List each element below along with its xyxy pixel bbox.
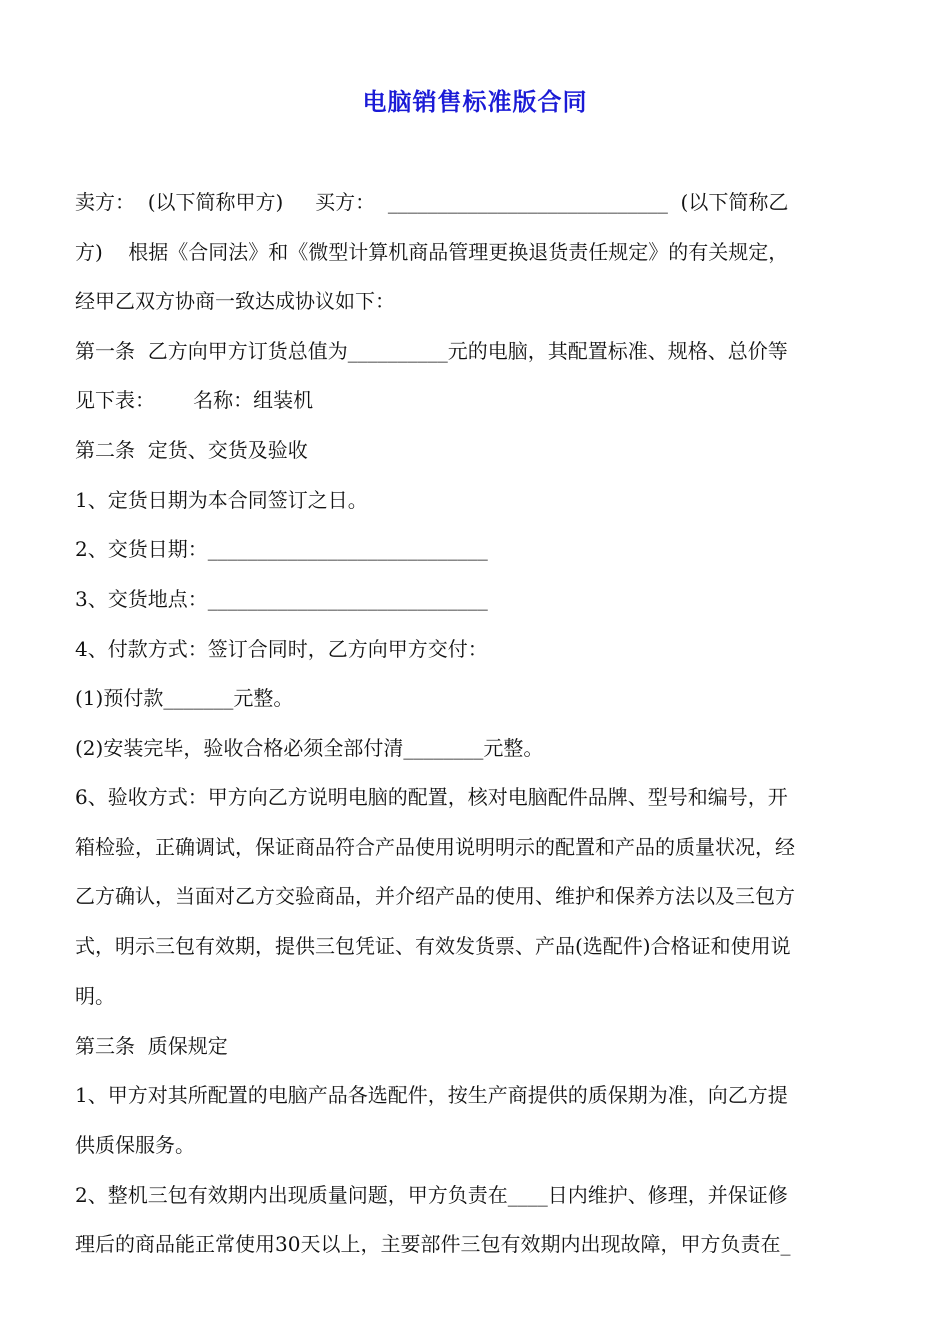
text-line: 经甲乙双方协商一致达成协议如下： [75, 289, 395, 313]
text-line: 2、交货日期：____________________________ [75, 537, 488, 561]
text-line: 方) 根据《合同法》和《微型计算机商品管理更换退货责任规定》的有关规定， [75, 240, 789, 264]
text-line: 3、交货地点：____________________________ [75, 587, 488, 611]
text-line: 理后的商品能正常使用30天以上，主要部件三包有效期内出现故障，甲方负责在_ [75, 1232, 791, 1256]
text-line: 明。 [75, 984, 115, 1008]
document-title: 电脑销售标准版合同 [362, 88, 588, 116]
text-line: 1、定货日期为本合同签订之日。 [75, 488, 368, 512]
text-line: 见下表： 名称：组装机 [75, 388, 314, 412]
text-line: 式，明示三包有效期，提供三包凭证、有效发货票、产品(选配件)合格证和使用说 [75, 934, 791, 958]
text-line: 4、付款方式：签订合同时，乙方向甲方交付： [75, 637, 488, 661]
text-line: (2)安装完毕，验收合格必须全部付清________元整。 [75, 736, 544, 760]
text-line: 6、验收方式：甲方向乙方说明电脑的配置，核对电脑配件品牌、型号和编号，开 [75, 785, 788, 809]
text-line: 供质保服务。 [75, 1133, 195, 1157]
text-line: 第二条 定货、交货及验收 [75, 438, 308, 462]
text-line: 箱检验，正确调试，保证商品符合产品使用说明明示的配置和产品的质量状况，经 [75, 835, 795, 859]
text-line: 2、整机三包有效期内出现质量问题，甲方负责在____日内维护、修理，并保证修 [75, 1183, 788, 1207]
text-line: 第一条 乙方向甲方订货总值为__________元的电脑，其配置标准、规格、总价等 [75, 339, 788, 363]
text-line: (1)预付款_______元整。 [75, 686, 294, 710]
text-line: 第三条 质保规定 [75, 1034, 228, 1058]
text-line: 卖方： (以下简称甲方) 买方： ____________________________ (以下简称乙 [75, 190, 789, 214]
text-line: 乙方确认，当面对乙方交验商品，并介绍产品的使用、维护和保养方法以及三包方 [75, 884, 795, 908]
text-line: 1、甲方对其所配置的电脑产品各选配件，按生产商提供的质保期为准，向乙方提 [75, 1083, 788, 1107]
